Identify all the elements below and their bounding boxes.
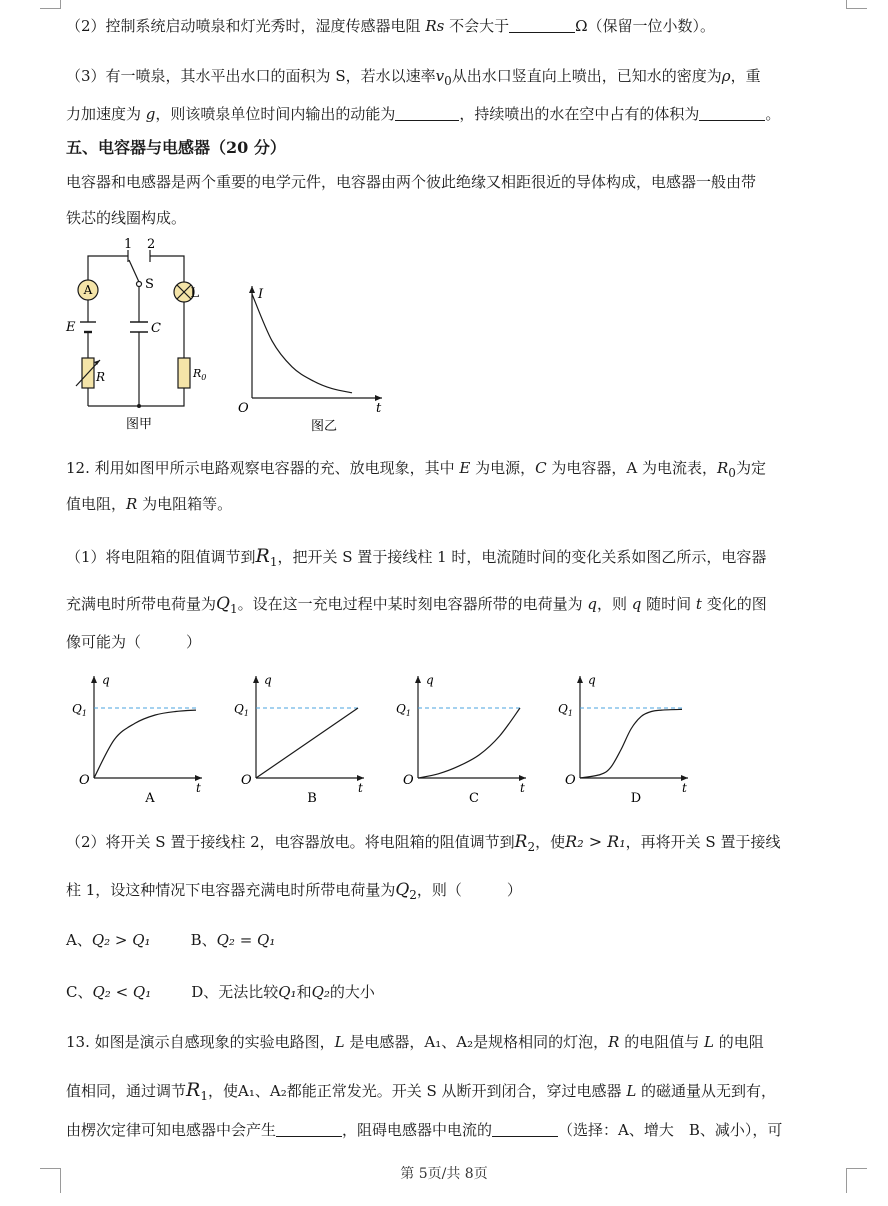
text-segment: ，使 bbox=[535, 833, 566, 851]
y-axis-label: q bbox=[588, 673, 596, 687]
q12-part1-text bbox=[66, 546, 856, 572]
q12-part2-options-cd bbox=[66, 982, 856, 1002]
text-subscript: 1 bbox=[229, 602, 238, 616]
text-segment: 值电阻， bbox=[66, 495, 127, 513]
page-footer: 第 5页/共 8页 bbox=[400, 1166, 488, 1182]
switch-label: S bbox=[145, 277, 154, 292]
option-c[interactable] bbox=[66, 983, 151, 1001]
option-a-chart[interactable] bbox=[70, 666, 210, 806]
option-text: 的大小 bbox=[329, 983, 375, 1001]
q12-part2-text bbox=[66, 832, 856, 857]
x-axis-label: t bbox=[682, 781, 687, 795]
y-axis-arrow-icon bbox=[91, 676, 97, 683]
text-segment: 的电阻 bbox=[713, 1033, 764, 1051]
text-segment: 13. 如图是演示自感现象的实验电路图， bbox=[66, 1033, 335, 1051]
text-segment: v bbox=[435, 67, 445, 85]
q12-text bbox=[66, 458, 856, 483]
q12-part2-options-ab bbox=[66, 930, 856, 950]
q13-text-cont bbox=[66, 1080, 856, 1106]
q1-label: $Q_1$ bbox=[558, 702, 573, 718]
answer-blank[interactable] bbox=[395, 106, 459, 121]
text-segment: 充满电时所带电荷量为 bbox=[66, 595, 217, 613]
text-segment: （选择：A、增大 B、减小），可 bbox=[558, 1121, 783, 1139]
text-segment: 值相同，通过调节 bbox=[66, 1082, 187, 1100]
junction-dot bbox=[137, 404, 141, 408]
capacitor-label: C bbox=[151, 321, 161, 336]
option-b[interactable] bbox=[191, 931, 276, 949]
option-letter: D、无法比较 bbox=[191, 983, 279, 1001]
crop-mark-top-right bbox=[846, 0, 867, 9]
resistor-icon bbox=[178, 358, 190, 388]
resistor-label: $R_0$ bbox=[193, 367, 207, 382]
option-text: Q₂ = Q₁ bbox=[216, 931, 276, 949]
q11-part2-text bbox=[66, 16, 856, 36]
text-subscript: 2 bbox=[527, 840, 536, 854]
text-segment: ，把开关 S 置于接线柱 1 时，电流随时间的变化关系如图乙所示，电容器 bbox=[277, 548, 767, 566]
q12-part1-text-end: 像可能为（ ） bbox=[66, 633, 202, 651]
text-segment: Rs bbox=[425, 17, 445, 35]
text-segment: 都能正常发光。开关 S 从断开到闭合，穿过电感器 bbox=[286, 1082, 627, 1100]
option-text: Q₂ bbox=[311, 983, 330, 1001]
q12-part1-text-cont bbox=[66, 594, 856, 619]
y-axis-arrow-icon bbox=[415, 676, 421, 683]
current-decay-curve bbox=[252, 294, 352, 393]
text-segment: L bbox=[703, 1033, 714, 1051]
option-text: 和 bbox=[296, 983, 312, 1001]
ammeter-label: A bbox=[83, 283, 93, 297]
option-caption: A bbox=[145, 791, 155, 806]
q13-text-end bbox=[66, 1120, 856, 1140]
text-segment: 。设在这一充电过程中某时刻电容器所带的电荷量为 bbox=[237, 595, 588, 613]
section-intro: 电容器和电感器是两个重要的电学元件，电容器由两个彼此绝缘又相距很近的导体构成，电感器一般由带 bbox=[66, 173, 757, 191]
text-segment: ，重 bbox=[730, 67, 761, 85]
text-segment: R bbox=[255, 545, 270, 567]
text-segment: ，则 bbox=[596, 595, 632, 613]
option-text: Q₂ < Q₁ bbox=[92, 983, 152, 1001]
text-segment: 的磁通量从无到有， bbox=[636, 1082, 777, 1100]
text-segment: 力加速度为 bbox=[66, 105, 146, 123]
text-segment: ，阻碍电感器中电流的 bbox=[342, 1121, 493, 1139]
q12-part2-text-cont bbox=[66, 880, 856, 905]
chart-caption: 图乙 bbox=[310, 419, 338, 434]
text-segment: 为电容器，A 为电流表， bbox=[546, 459, 717, 477]
text-segment: （3）有一喷泉，其水平出水口的面积为 S，若水以速率 bbox=[66, 67, 436, 85]
terminal-2-label: 2 bbox=[147, 237, 156, 252]
q11-part3-text bbox=[66, 66, 856, 91]
q1-label: $Q_1$ bbox=[396, 702, 411, 718]
current-time-chart bbox=[232, 280, 392, 434]
text-segment: R bbox=[514, 832, 528, 852]
option-letter: B、 bbox=[190, 931, 217, 949]
x-axis-label: t bbox=[520, 781, 525, 795]
charge-curve bbox=[94, 710, 196, 778]
text-segment: 为定 bbox=[735, 459, 766, 477]
y-axis-arrow-icon bbox=[577, 676, 583, 683]
charge-curve bbox=[580, 709, 682, 778]
y-axis-arrow-icon bbox=[253, 676, 259, 683]
text-segment: Q bbox=[216, 594, 230, 614]
text-segment: Ω（保留一位小数）。 bbox=[575, 17, 716, 35]
text-segment: t bbox=[695, 595, 702, 613]
option-caption: C bbox=[469, 791, 479, 806]
text-segment: 为电阻箱等。 bbox=[137, 495, 233, 513]
text-segment: ，使 bbox=[207, 1082, 238, 1100]
circuit-diagram bbox=[62, 236, 207, 436]
text-segment: ，再将开关 S 置于接线 bbox=[625, 833, 781, 851]
text-segment: R₂ > R₁ bbox=[565, 832, 626, 851]
text-segment: 不会大于 bbox=[444, 17, 510, 35]
q12-text-cont bbox=[66, 494, 856, 514]
text-segment: 的电阻值与 bbox=[619, 1033, 704, 1051]
text-segment: 随时间 bbox=[641, 595, 696, 613]
text-subscript: 1 bbox=[269, 555, 278, 569]
origin-label: O bbox=[403, 773, 414, 788]
answer-blank[interactable] bbox=[509, 18, 575, 33]
option-letter: C、 bbox=[66, 983, 93, 1001]
text-segment: A₂ bbox=[456, 1033, 474, 1051]
text-segment: 是规格相同的灯泡， bbox=[473, 1033, 609, 1051]
lamp-label: L bbox=[190, 286, 199, 301]
origin-label: O bbox=[79, 773, 90, 788]
origin-label: O bbox=[241, 773, 252, 788]
crop-mark-top-left bbox=[40, 0, 61, 9]
text-segment: R bbox=[126, 495, 138, 513]
origin-label: O bbox=[565, 773, 576, 788]
option-a[interactable] bbox=[66, 931, 151, 949]
text-segment: 变化的图 bbox=[701, 595, 767, 613]
x-axis-label: t bbox=[358, 781, 363, 795]
option-text: Q₂ > Q₁ bbox=[91, 931, 151, 949]
section-intro-cont: 铁芯的线圈构成。 bbox=[66, 209, 187, 227]
option-caption: D bbox=[630, 791, 642, 806]
text-subscript: 0 bbox=[728, 466, 736, 480]
text-segment: （1）将电阻箱的阻值调节到 bbox=[66, 548, 256, 566]
source-label: E bbox=[66, 320, 76, 335]
text-segment: 从出水口竖直向上喷出，已知水的密度为 bbox=[451, 67, 722, 85]
text-segment: L bbox=[334, 1033, 345, 1051]
section-heading: 五、电容器与电感器（20 分） bbox=[66, 138, 286, 157]
text-segment: C bbox=[535, 459, 547, 477]
text-segment: A₁ bbox=[237, 1082, 255, 1100]
circuit-caption: 图甲 bbox=[125, 417, 153, 432]
x-axis-label: t bbox=[196, 781, 201, 795]
text-segment: R bbox=[717, 459, 729, 477]
text-segment: 、 bbox=[441, 1033, 457, 1051]
text-subscript: 2 bbox=[409, 888, 417, 902]
text-segment: q bbox=[587, 595, 597, 613]
text-segment: 、 bbox=[254, 1082, 270, 1100]
charge-curve bbox=[418, 708, 520, 778]
switch-pivot-icon bbox=[137, 282, 142, 287]
text-segment: E bbox=[459, 459, 471, 477]
q13-text bbox=[66, 1032, 856, 1052]
text-segment: g bbox=[145, 105, 156, 123]
terminal-1-label: 1 bbox=[124, 237, 133, 252]
text-segment: （2）将开关 S 置于接线柱 2，电容器放电。将电阻箱的阻值调节到 bbox=[66, 833, 515, 851]
q1-label: $Q_1$ bbox=[72, 702, 87, 718]
y-axis-label: q bbox=[264, 673, 272, 687]
text-subscript: 1 bbox=[200, 1089, 208, 1103]
text-segment: L bbox=[626, 1082, 637, 1100]
rheostat-label: R bbox=[96, 370, 106, 384]
answer-blank[interactable] bbox=[492, 1122, 558, 1137]
y-axis-label: I bbox=[258, 287, 264, 302]
y-axis-label: q bbox=[426, 673, 434, 687]
y-axis-label: q bbox=[102, 673, 110, 687]
text-segment: 12. 利用如图甲所示电路观察电容器的充、放电现象，其中 bbox=[66, 459, 460, 477]
q11-part3-text-cont bbox=[66, 104, 856, 124]
option-c-chart[interactable] bbox=[394, 666, 534, 806]
text-segment: 柱 1，设这种情况下电容器充满电时所带电荷量为 bbox=[66, 881, 396, 899]
q1-label: $Q_1$ bbox=[234, 702, 249, 718]
option-text: Q₁ bbox=[278, 983, 297, 1001]
text-segment: （2）控制系统启动喷泉和灯光秀时，湿度传感器电阻 bbox=[66, 17, 426, 35]
charge-curve bbox=[256, 708, 358, 778]
option-caption: B bbox=[307, 791, 317, 806]
option-b-chart[interactable] bbox=[232, 666, 372, 806]
text-segment: 由楞次定律可知电感器中会产生 bbox=[66, 1121, 277, 1139]
text-segment: ρ bbox=[721, 67, 731, 85]
origin-label: O bbox=[238, 401, 249, 416]
option-d[interactable] bbox=[191, 983, 375, 1001]
text-segment: R bbox=[608, 1033, 620, 1051]
text-segment: R bbox=[186, 1079, 201, 1101]
x-axis-label: t bbox=[376, 401, 382, 416]
text-segment: 为电源， bbox=[470, 459, 536, 477]
answer-blank[interactable] bbox=[699, 106, 765, 121]
text-subscript: 0 bbox=[444, 74, 452, 88]
text-segment: 是电感器， bbox=[344, 1033, 425, 1051]
option-letter: A、 bbox=[66, 931, 92, 949]
text-segment: 。 bbox=[765, 105, 781, 123]
text-segment: ，则该喷泉单位时间内输出的动能为 bbox=[155, 105, 396, 123]
text-segment: A₁ bbox=[424, 1033, 442, 1051]
option-d-chart[interactable] bbox=[556, 666, 696, 806]
text-segment: Q bbox=[395, 880, 410, 900]
text-segment: ，则（ ） bbox=[416, 881, 522, 899]
text-segment: ，持续喷出的水在空中占有的体积为 bbox=[459, 105, 700, 123]
text-segment: A₂ bbox=[269, 1082, 287, 1100]
text-segment: q bbox=[631, 595, 642, 613]
answer-blank[interactable] bbox=[276, 1122, 342, 1137]
